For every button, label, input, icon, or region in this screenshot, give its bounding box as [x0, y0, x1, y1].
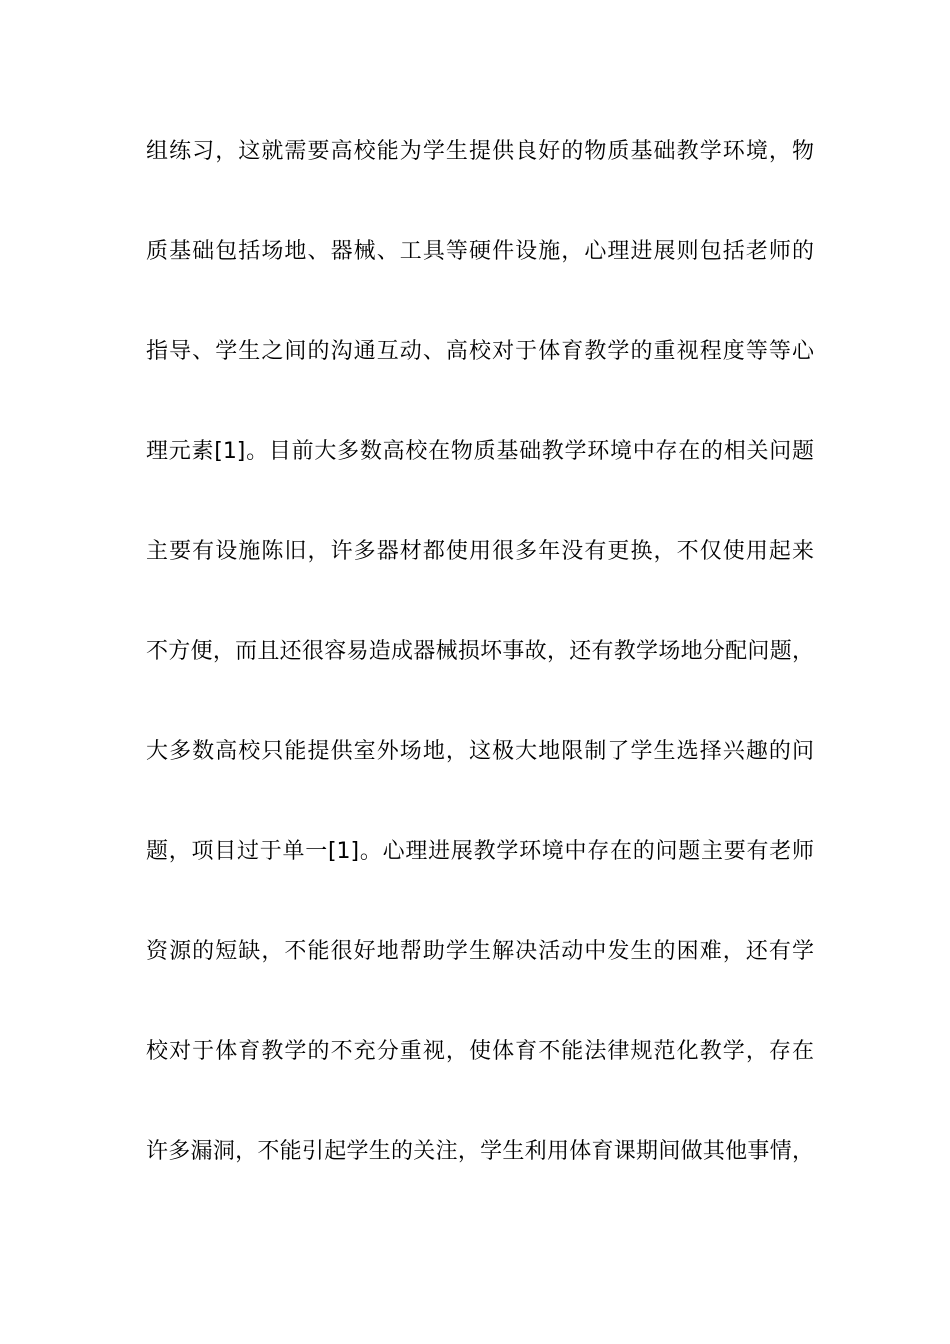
text-line: 组练习，这就需要高校能为学生提供良好的物质基础教学环境，物 — [146, 139, 814, 164]
text-line: 指导、学生之间的沟通互动、高校对于体育教学的重视程度等等心 — [146, 339, 814, 364]
text-line: 不方便，而且还很容易造成器械损坏事故，还有教学场地分配问题， — [146, 639, 814, 664]
text-line: 许多漏洞，不能引起学生的关注，学生利用体育课期间做其他事情， — [146, 1139, 814, 1164]
text-line: 大多数高校只能提供室外场地，这极大地限制了学生选择兴趣的问 — [146, 739, 814, 764]
text-line: 理元素[1]。目前大多数高校在物质基础教学环境中存在的相关问题 — [146, 439, 814, 464]
text-line: 质基础包括场地、器械、工具等硬件设施，心理进展则包括老师的 — [146, 239, 814, 264]
text-line: 校对于体育教学的不充分重视，使体育不能法律规范化教学，存在 — [146, 1039, 814, 1064]
body-paragraph — [146, 134, 814, 1234]
text-line: 资源的短缺，不能很好地帮助学生解决活动中发生的困难，还有学 — [146, 939, 814, 964]
text-line: 主要有设施陈旧，许多器材都使用很多年没有更换，不仅使用起来 — [146, 539, 814, 564]
text-line: 题，项目过于单一[1]。心理进展教学环境中存在的问题主要有老师 — [146, 839, 814, 864]
